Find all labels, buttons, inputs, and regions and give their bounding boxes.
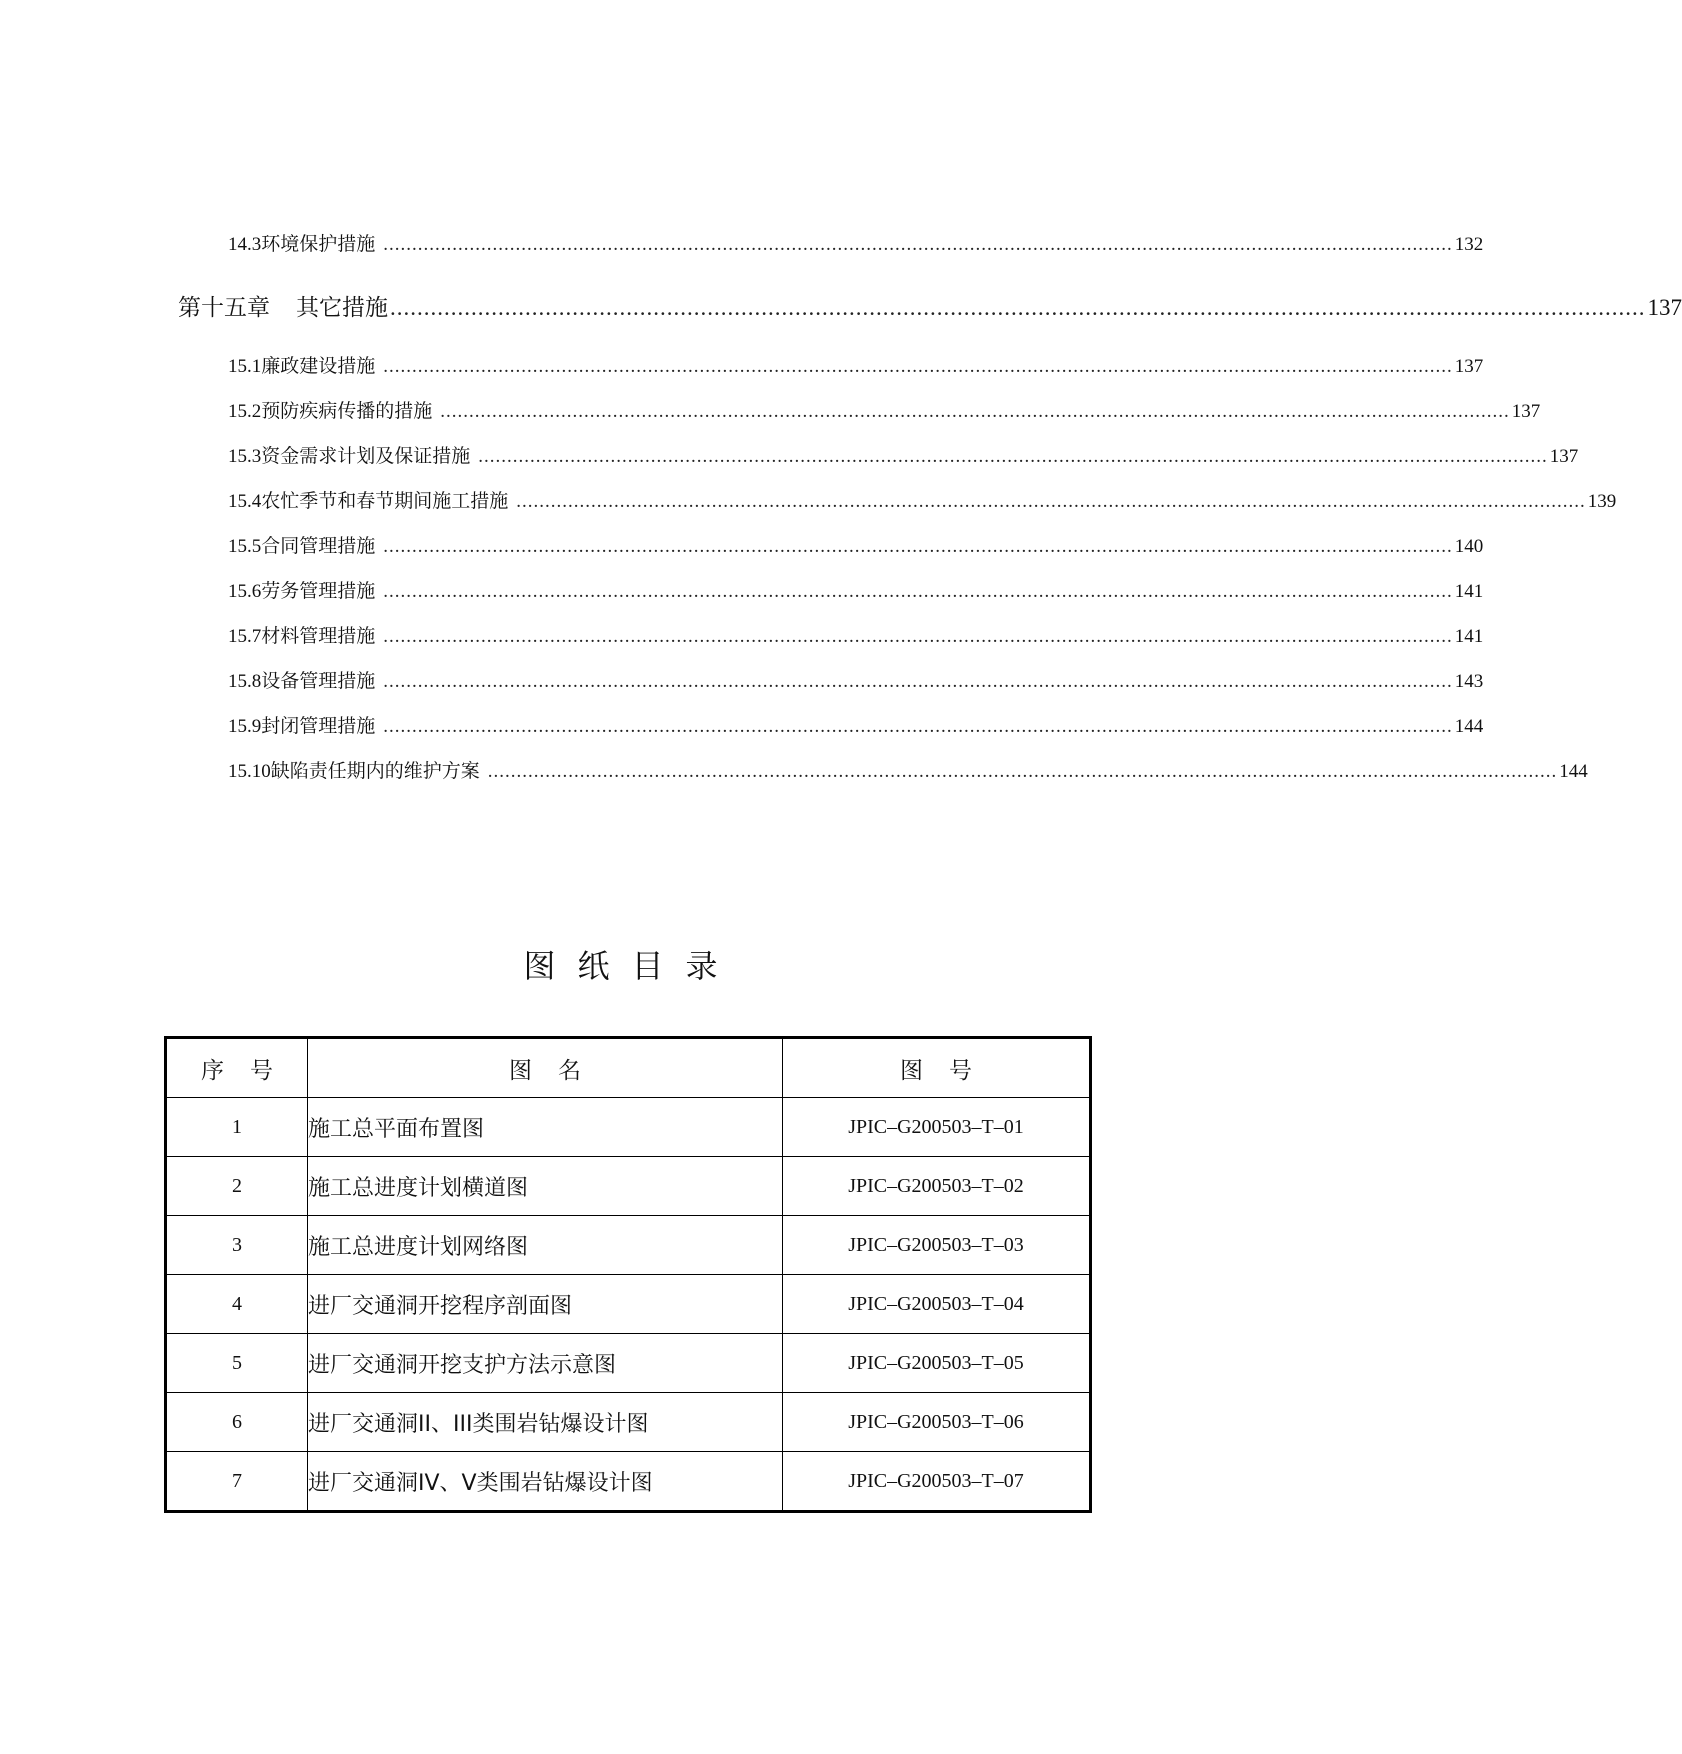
toc-entry-14-3 [228, 229, 1484, 256]
drawing-name-cell: 施工总进度计划网络图 [308, 1216, 783, 1275]
toc-entry-15-8 [228, 666, 1484, 693]
toc-leader-dots: .......................................................................................................................................................................................... [383, 536, 1453, 557]
toc-title: 合同管理措施 [261, 535, 376, 557]
table-row [166, 1334, 1091, 1393]
toc-leader-dots: .......................................................................................................................................................................................... [440, 401, 1510, 422]
toc-chapter-number: 第十五章 [178, 295, 270, 321]
table-header-row [166, 1038, 1091, 1098]
serial-number-cell: 7 [166, 1452, 308, 1512]
serial-number-cell: 1 [166, 1098, 308, 1157]
toc-title: 预防疾病传播的措施 [261, 400, 433, 422]
toc-number: 15.8 [228, 671, 262, 692]
toc-page: 132 [1454, 234, 1484, 255]
toc-leader-dots: .......................................................................................................................................................................................... [390, 295, 1646, 320]
toc-number: 15.7 [228, 626, 262, 647]
drawings-section-title: 图纸目录 [523, 947, 740, 985]
toc-title: 缺陷责任期内的维护方案 [270, 760, 480, 782]
toc-number: 15.5 [228, 536, 262, 557]
toc-chapter-title: 其它措施 [296, 295, 388, 321]
toc-title: 廉政建设措施 [261, 355, 376, 377]
toc-leader-dots: .......................................................................................................................................................................................... [383, 356, 1453, 377]
drawings-table [164, 1036, 1092, 1513]
header-serial-number: 序号 [166, 1038, 308, 1098]
toc-leader-dots: .......................................................................................................................................................................................... [383, 581, 1453, 602]
toc-leader-dots: .......................................................................................................................................................................................... [478, 446, 1548, 467]
toc-number: 15.9 [228, 716, 262, 737]
toc-chapter-15 [178, 289, 1682, 322]
toc-entry-15-9 [228, 711, 1484, 738]
toc-page: 140 [1454, 536, 1484, 557]
toc-leader-dots: .......................................................................................................................................................................................... [383, 716, 1453, 737]
table-row [166, 1275, 1091, 1334]
header-drawing-name: 图名 [308, 1038, 783, 1098]
header-drawing-code: 图号 [783, 1038, 1091, 1098]
toc-leader-dots: .......................................................................................................................................................................................... [383, 671, 1453, 692]
drawing-code-cell: JPIC–G200503–T–07 [783, 1452, 1091, 1512]
toc-number: 15.10 [228, 761, 271, 782]
toc-entry-15-3 [228, 441, 1579, 468]
toc-number: 15.1 [228, 356, 262, 377]
drawing-code-cell: JPIC–G200503–T–05 [783, 1334, 1091, 1393]
toc-title: 设备管理措施 [261, 670, 376, 692]
table-row [166, 1216, 1091, 1275]
toc-page: 137 [1647, 295, 1682, 320]
toc-entry-15-5 [228, 531, 1484, 558]
toc-entry-15-4 [228, 486, 1617, 513]
toc-page: 137 [1549, 446, 1579, 467]
toc-page: 143 [1454, 671, 1484, 692]
toc-page: 137 [1454, 356, 1484, 377]
toc-number: 15.6 [228, 581, 262, 602]
serial-number-cell: 6 [166, 1393, 308, 1452]
toc-page: 139 [1587, 491, 1617, 512]
drawing-name-cell: 施工总进度计划横道图 [308, 1157, 783, 1216]
serial-number-cell: 3 [166, 1216, 308, 1275]
toc-page: 144 [1454, 716, 1484, 737]
drawing-code-cell: JPIC–G200503–T–02 [783, 1157, 1091, 1216]
toc-title: 农忙季节和春节期间施工措施 [261, 490, 509, 512]
toc-number: 15.4 [228, 491, 262, 512]
toc-number: 15.2 [228, 401, 262, 422]
toc-title: 封闭管理措施 [261, 715, 376, 737]
toc-leader-dots: .......................................................................................................................................................................................... [516, 491, 1586, 512]
drawing-code-cell: JPIC–G200503–T–01 [783, 1098, 1091, 1157]
toc-title: 环境保护措施 [261, 233, 376, 255]
toc-entry-15-10 [228, 756, 1588, 783]
table-row [166, 1157, 1091, 1216]
drawing-name-cell: 进厂交通洞开挖支护方法示意图 [308, 1334, 783, 1393]
table-row [166, 1098, 1091, 1157]
toc-page: 137 [1511, 401, 1541, 422]
toc-leader-dots: .......................................................................................................................................................................................... [383, 234, 1453, 255]
toc-leader-dots: .......................................................................................................................................................................................... [487, 761, 1558, 782]
toc-title: 资金需求计划及保证措施 [261, 445, 471, 467]
toc-leader-dots: .......................................................................................................................................................................................... [383, 626, 1453, 647]
serial-number-cell: 2 [166, 1157, 308, 1216]
toc-page: 144 [1559, 761, 1588, 782]
drawing-name-cell: 进厂交通洞IV、V类围岩钻爆设计图 [308, 1452, 783, 1512]
toc-number: 15.3 [228, 446, 262, 467]
drawing-name-cell: 进厂交通洞开挖程序剖面图 [308, 1275, 783, 1334]
drawing-code-cell: JPIC–G200503–T–03 [783, 1216, 1091, 1275]
table-row [166, 1452, 1091, 1512]
toc-page: 141 [1454, 626, 1484, 647]
drawing-code-cell: JPIC–G200503–T–06 [783, 1393, 1091, 1452]
serial-number-cell: 5 [166, 1334, 308, 1393]
toc-title: 劳务管理措施 [261, 580, 376, 602]
drawing-code-cell: JPIC–G200503–T–04 [783, 1275, 1091, 1334]
drawing-name-cell: 进厂交通洞II、III类围岩钻爆设计图 [308, 1393, 783, 1452]
drawing-name-cell: 施工总平面布置图 [308, 1098, 783, 1157]
toc-entry-15-6 [228, 576, 1484, 603]
toc-title: 材料管理措施 [261, 625, 376, 647]
toc-entry-15-2 [228, 396, 1541, 423]
toc-number: 14.3 [228, 234, 262, 255]
table-row [166, 1393, 1091, 1452]
toc-entry-15-7 [228, 621, 1484, 648]
toc-page: 141 [1454, 581, 1484, 602]
toc-entry-15-1 [228, 351, 1484, 378]
serial-number-cell: 4 [166, 1275, 308, 1334]
